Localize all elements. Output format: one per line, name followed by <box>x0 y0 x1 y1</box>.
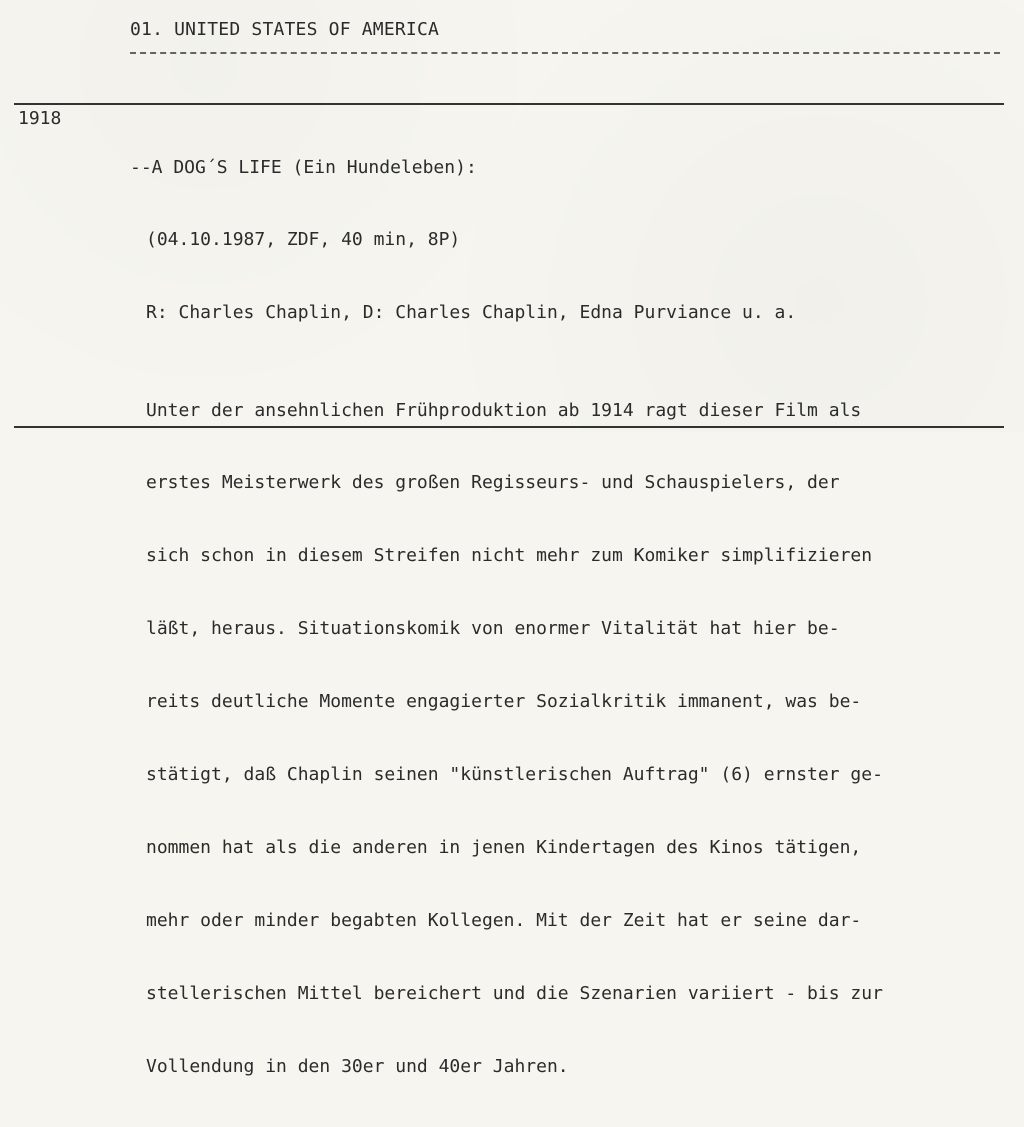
body-line: sich schon in diesem Streifen nicht mehr zum Komiker simplifizieren <box>146 545 873 567</box>
body-line: stätigt, daß Chaplin seinen "künstlerischen Auftrag" (6) ernster ge- <box>146 764 883 786</box>
film-entry <box>18 107 1008 1077</box>
body-line: Vollendung in den 30er und 40er Jahren. <box>146 1055 569 1077</box>
entry-year: 1918 <box>18 108 62 129</box>
body-line: erstes Meisterwerk des großen Regisseurs- und Schauspielers, der <box>146 472 840 494</box>
bottom-solid-divider <box>14 426 1004 428</box>
body-line: mehr oder minder begabten Kollegen. Mit der Zeit hat er seine dar- <box>146 909 862 931</box>
body-line: stellerischen Mittel bereichert und die Szenarien variiert - bis zur <box>146 982 883 1004</box>
film-title-line: --A DOG´S LIFE (Ein Hundeleben): <box>130 156 477 178</box>
body-line: reits deutliche Momente engagierter Sozialkritik immanent, was be- <box>146 691 862 713</box>
body-line: Unter der ansehnlichen Frühproduktion ab 1914 ragt dieser Film als <box>146 399 862 421</box>
entry-text-block <box>130 107 990 1127</box>
broadcast-info-line: (04.10.1987, ZDF, 40 min, 8P) <box>146 229 461 251</box>
top-solid-divider <box>14 103 1004 105</box>
country-header: 01. UNITED STATES OF AMERICA <box>130 19 440 40</box>
dashed-divider <box>130 52 1000 54</box>
credits-line: R: Charles Chaplin, D: Charles Chaplin, Edna Purviance u. a. <box>146 302 797 324</box>
body-line: nommen hat als die anderen in jenen Kindertagen des Kinos tätigen, <box>146 836 862 858</box>
body-line: läßt, heraus. Situationskomik von enormer Vitalität hat hier be- <box>146 618 840 640</box>
